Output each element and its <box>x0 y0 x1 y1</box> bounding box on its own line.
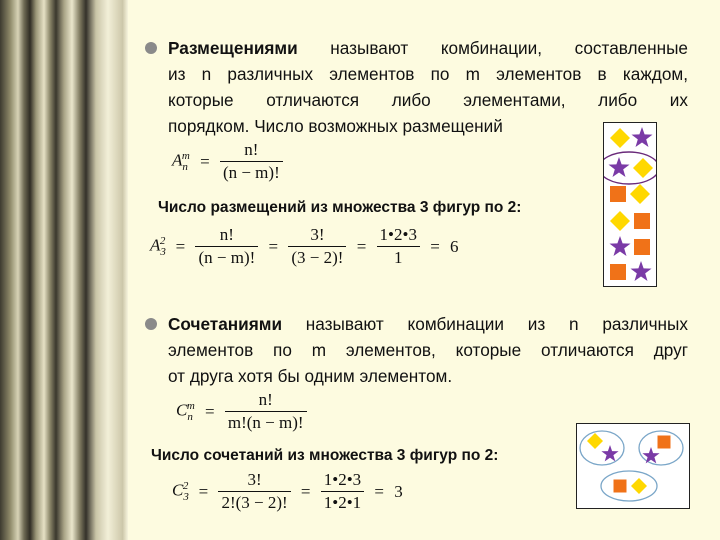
pair-diamond-star <box>580 431 624 465</box>
formula-combinations: $C_n^m$ = $\frac{n!}{m!(n - m)!}$ <box>176 390 307 433</box>
star-icon <box>609 157 630 177</box>
combinations-illustration <box>576 423 690 509</box>
decorative-border <box>0 0 128 540</box>
pair-square-diamond <box>601 471 657 501</box>
square-icon <box>610 264 626 280</box>
combinations-svg <box>577 424 689 508</box>
text-line: которые отличаются либо элементами, либо их <box>168 90 688 110</box>
paragraph-combinations <box>168 311 688 389</box>
text-line: порядком. Число возможных размещений <box>168 116 503 136</box>
star-icon <box>610 236 631 256</box>
row-diamond-square <box>610 211 650 231</box>
text-line: от друга хотя бы одним элементом. <box>168 366 453 386</box>
caption-arrangements: Число размещений из множества 3 фигур по 2: <box>158 199 522 216</box>
diamond-icon <box>633 158 653 178</box>
bullet-icon <box>145 318 157 330</box>
text-line: Размещениями называют комбинации, составленные <box>168 38 688 58</box>
diamond-icon <box>610 128 630 148</box>
row-square-star <box>610 261 652 281</box>
star-icon <box>631 261 652 281</box>
square-icon <box>610 186 626 202</box>
diamond-icon <box>630 184 650 204</box>
pair-square-star <box>639 431 683 465</box>
square-icon <box>634 239 650 255</box>
text-line: элементов по m элементов, которые отличаются друг <box>168 340 688 360</box>
star-icon <box>632 127 653 147</box>
row-square-diamond <box>610 184 650 204</box>
diamond-icon <box>631 478 647 494</box>
row-star-diamond <box>609 157 654 178</box>
formula-arrangements-3-2: $A_3^2$ = $\frac{n!}{(n - m)!}$ = $\frac{3!}{(3 - 2)!}$ = $\frac{1•2•3}{1}$ = 6 <box>150 225 459 267</box>
star-icon <box>642 447 659 463</box>
row-star-square <box>610 236 651 256</box>
arrangements-svg <box>604 123 656 286</box>
text-line: Сочетаниями называют комбинации из n различных <box>168 314 688 334</box>
formula-combinations-3-2: $C_3^2$ = $\frac{3!}{2!(3 - 2)!}$ = $\frac{1•2•3}{1•2•1}$ = 3 <box>172 470 403 512</box>
bullet-icon <box>145 42 157 54</box>
diamond-icon <box>587 433 603 449</box>
star-icon <box>601 445 618 461</box>
arrangements-illustration <box>603 122 657 287</box>
text-line: из n различных элементов по m элементов в каждом, <box>168 64 688 84</box>
square-icon <box>614 480 627 493</box>
formula-arrangements: $A_n^m$ = $\frac{n!}{(n - m)!}$ <box>172 140 283 183</box>
square-icon <box>634 213 650 229</box>
square-icon <box>658 436 671 449</box>
diamond-icon <box>610 211 630 231</box>
caption-combinations: Число сочетаний из множества 3 фигур по 2: <box>151 447 499 464</box>
row-diamond-star <box>610 127 653 148</box>
